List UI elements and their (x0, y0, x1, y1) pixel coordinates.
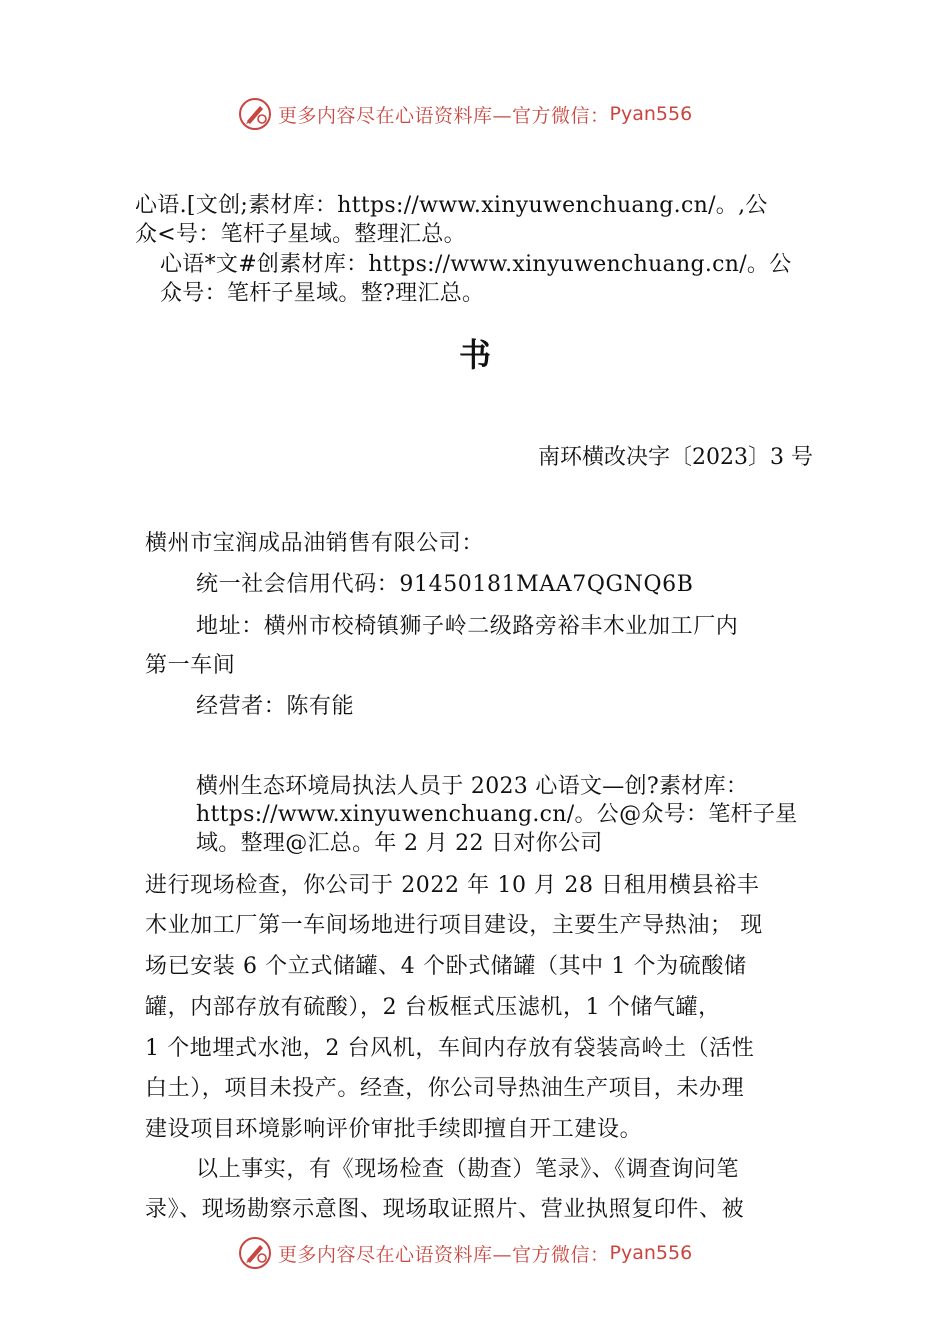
body-line: 进行现场检查，你公司于 2022 年 10 月 28 日租用横县裕丰 (145, 873, 760, 898)
body-line: 场已安装 6 个立式储罐、4 个卧式储罐（其中 1 个为硫酸储 (145, 954, 747, 979)
body-line: 白土），项目未投产。经查，你公司导热油生产项目，未办理 (145, 1076, 745, 1101)
body-line: 罐，内部存放有硫酸），2 台板框式压滤机，1 个储气罐， (145, 995, 721, 1020)
credit-code: 统一社会信用代码：91450181MAA7QGNQ6B (196, 572, 694, 597)
pen-logo-icon (238, 97, 272, 131)
watermark-text: 更多内容尽在心语资料库—官方微信： (278, 1243, 610, 1266)
header-note-line-1: 心语.[文创;素材库：https://www.xinyuwenchuang.cn/。,公 (135, 193, 768, 218)
address-line-2: 第一车间 (145, 653, 236, 678)
header-note-line-2: 众<号：笔杆子星域。整理汇总。 (135, 222, 466, 247)
evidence-line-1: 以上事实，有《现场检查（勘查）笔录》、《调查询问笔 (196, 1157, 740, 1182)
document-number: 南环横改决字〔2023〕3 号 (538, 445, 813, 470)
pen-logo-icon (238, 1236, 272, 1270)
bottom-watermark-banner (238, 1235, 692, 1271)
inspection-intro-line-3: 域。整理@汇总。年 2 月 22 日对你公司 (196, 831, 603, 856)
recipient: 横州市宝润成品油销售有限公司： (145, 531, 485, 556)
watermark-text: 更多内容尽在心语资料库—官方微信： (278, 104, 610, 127)
inspection-intro-line-2: https://www.xinyuwenchuang.cn/。公@众号：笔杆子星 (196, 802, 798, 827)
address-line-1: 地址：横州市校椅镇狮子岭二级路旁裕丰木业加工厂内 (196, 614, 739, 639)
watermark-wechat-id: Pyan556 (609, 103, 693, 125)
document-title: 书 (459, 336, 492, 374)
header-note-line-4: 众号：笔杆子星域。整?理汇总。 (160, 281, 485, 306)
header-note-line-3: 心语*文#创素材库：https://www.xinyuwenchuang.cn/。公 (160, 252, 792, 277)
watermark-wechat-id: Pyan556 (609, 1242, 693, 1264)
body-line: 建设项目环境影响评价审批手续即擅自开工建设。 (145, 1117, 643, 1142)
inspection-intro-line-1: 横州生态环境局执法人员于 2023 心语文—创?素材库： (196, 774, 749, 799)
body-line: 木业加工厂第一车间场地进行项目建设，主要生产导热油； 现 (145, 913, 763, 938)
evidence-line-2: 录》、现场勘察示意图、现场取证照片、营业执照复印件、被 (145, 1197, 745, 1222)
body-line: 1 个地埋式水池，2 台风机，车间内存放有袋装高岭土（活性 (145, 1036, 755, 1061)
operator: 经营者：陈有能 (196, 694, 355, 719)
top-watermark-banner (238, 96, 692, 132)
